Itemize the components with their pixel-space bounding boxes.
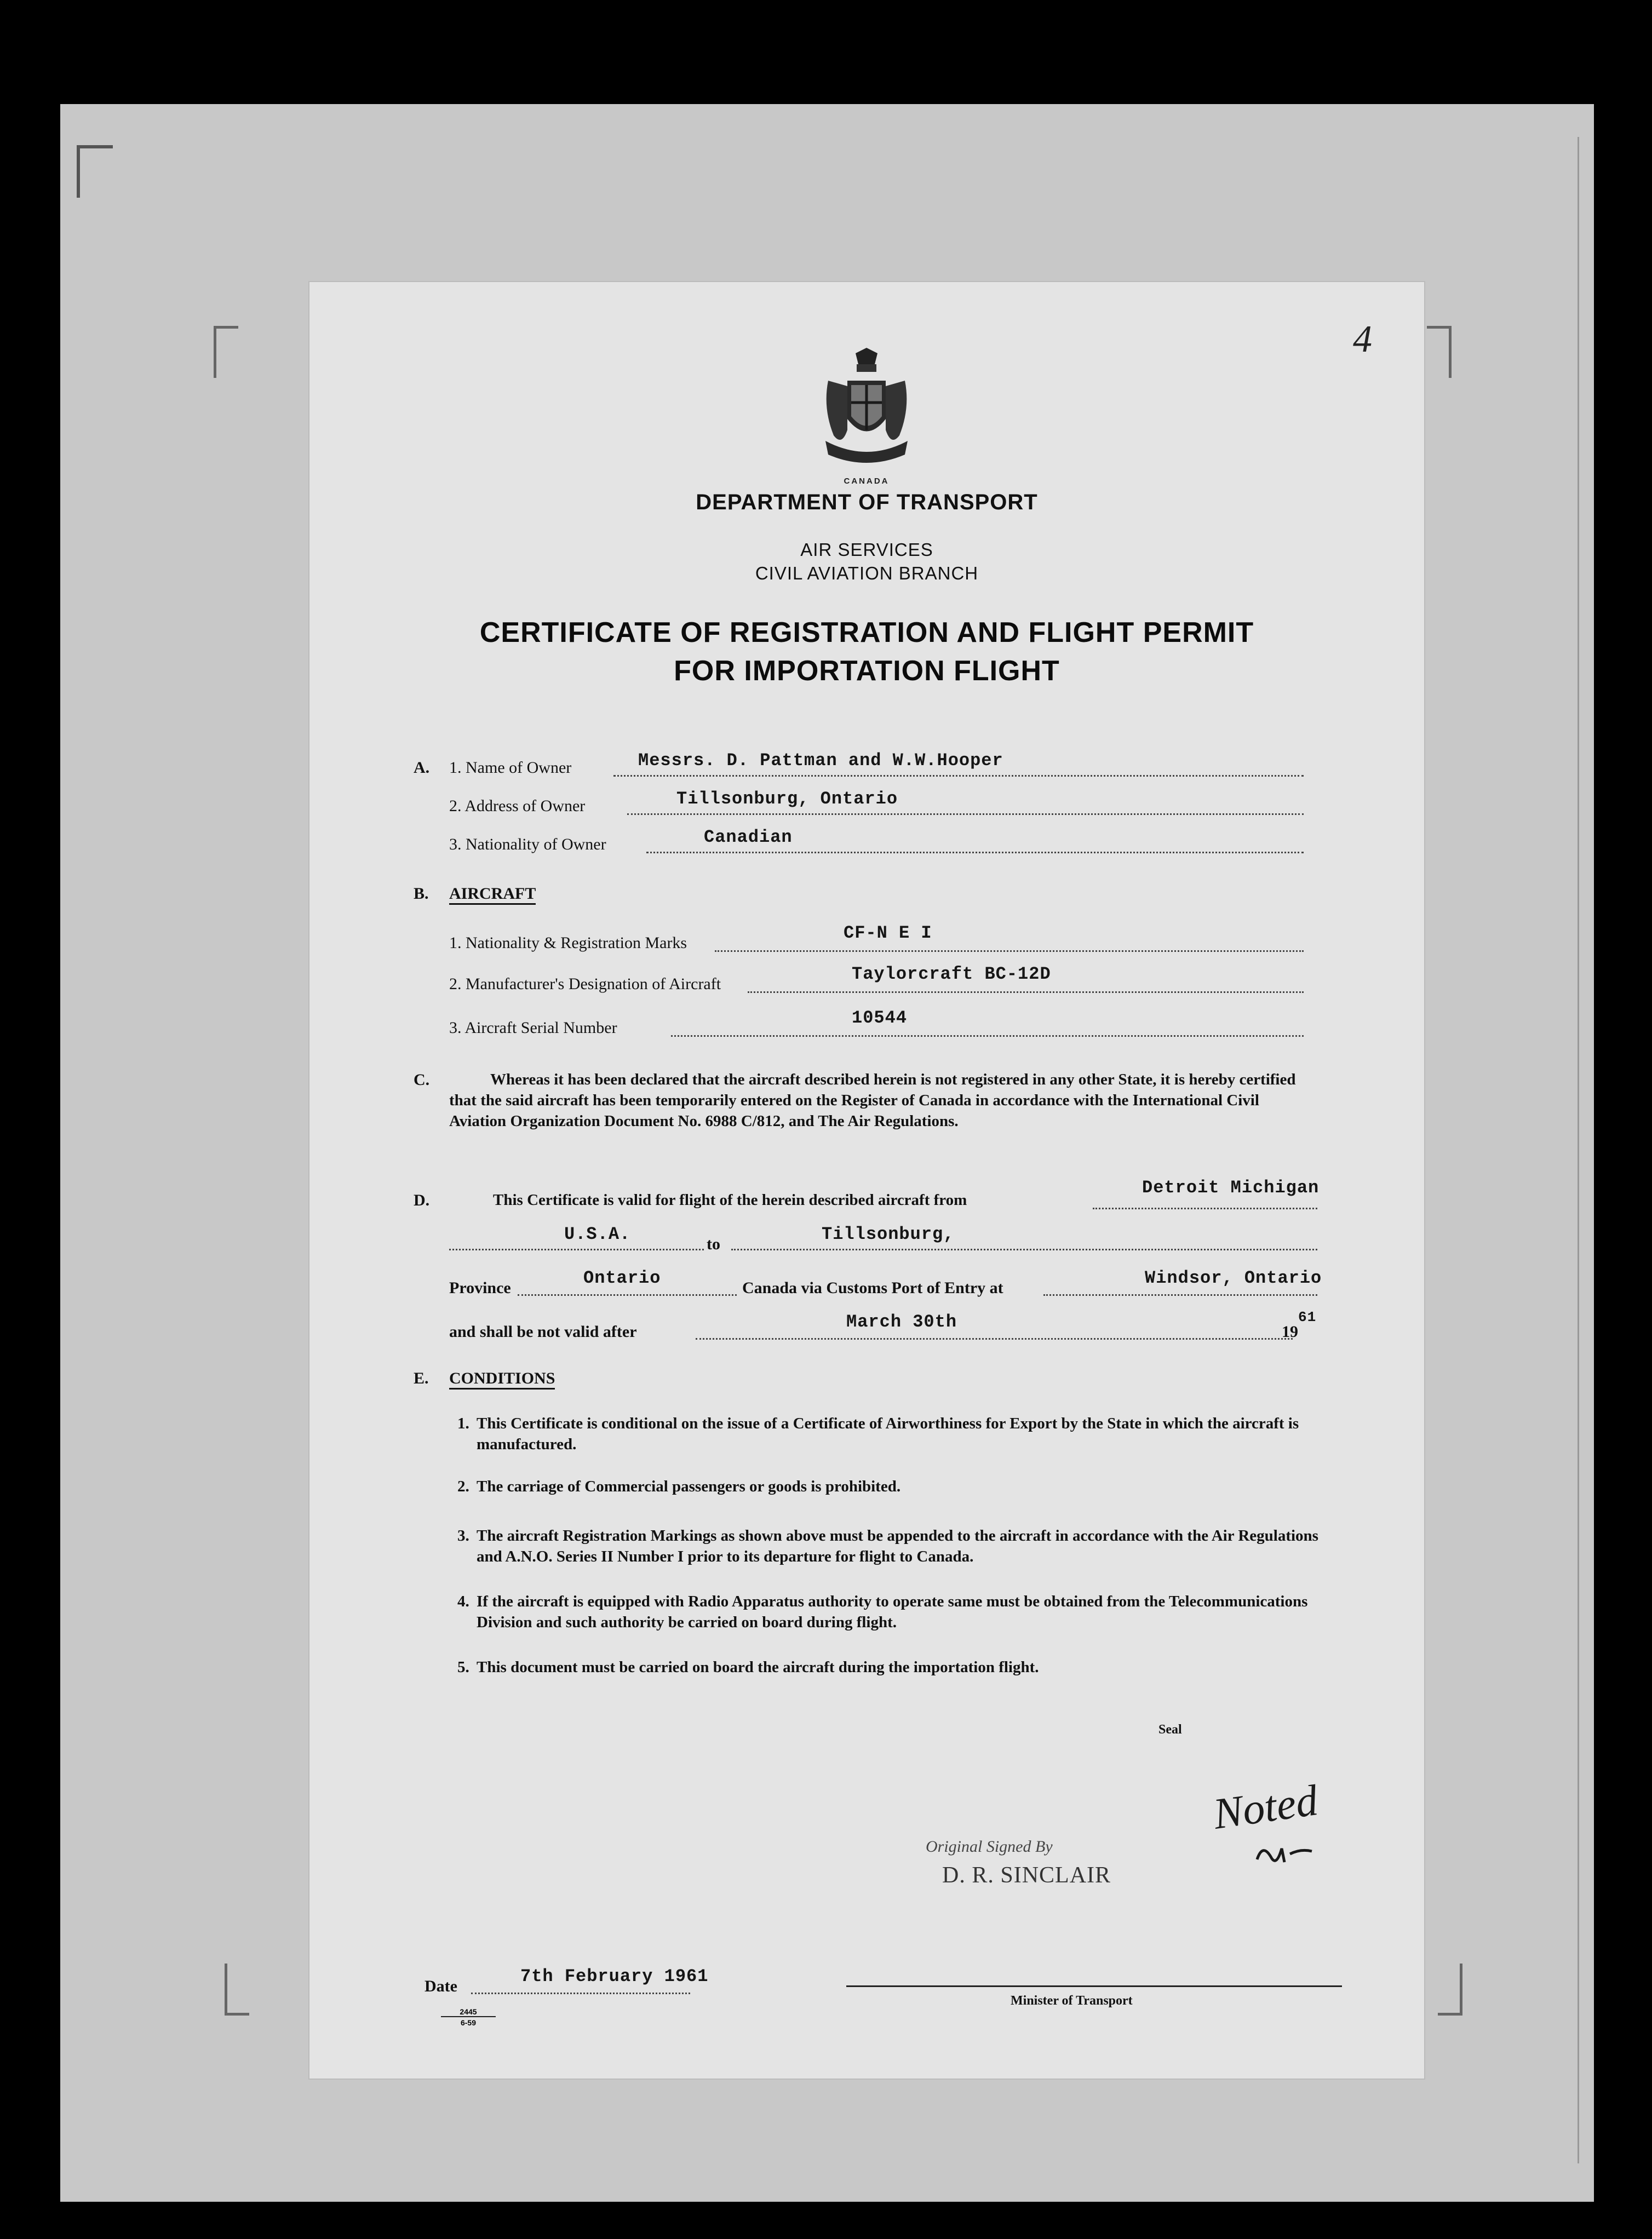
condition-number: 4. — [457, 1593, 469, 1610]
section-a-letter: A. — [414, 759, 430, 777]
condition-text: The carriage of Commercial passengers or goods is prohibited. — [477, 1478, 901, 1495]
crest-label: CANADA — [844, 476, 890, 486]
owner-name-value: Messrs. D. Pattman and W.W.Hooper — [638, 750, 1003, 771]
serial-number-label: 3. Aircraft Serial Number — [449, 1019, 617, 1037]
condition-text: The aircraft Registration Markings as shown above must be appended to the aircraft in accordance with the Air Regulations and A.N.O. Series II Number I prior to its departure for flight to Canada. — [477, 1527, 1318, 1565]
serial-number-value: 10544 — [852, 1008, 908, 1028]
date-line — [471, 1993, 690, 1994]
owner-address-line — [627, 813, 1304, 815]
date-value: 7th February 1961 — [520, 1966, 709, 1987]
port-label: Canada via Customs Port of Entry at — [742, 1279, 1003, 1297]
minister-label: Minister of Transport — [1011, 1994, 1133, 2008]
to-line — [731, 1249, 1317, 1250]
signature-line — [846, 1985, 1342, 1987]
department-title: DEPARTMENT OF TRANSPORT — [696, 490, 1038, 514]
expiry-value: March 30th — [846, 1312, 957, 1332]
condition-number: 2. — [457, 1478, 469, 1495]
form-number: 2445 — [441, 2007, 496, 2017]
handwritten-noted: Noted — [1210, 1776, 1321, 1839]
section-b-letter: B. — [414, 885, 429, 903]
validity-intro: This Certificate is valid for flight of the herein described aircraft from — [493, 1191, 967, 1209]
crop-mark-bottom-left — [225, 1964, 249, 2016]
film-corner-top-left — [77, 145, 113, 198]
condition-number: 3. — [457, 1527, 469, 1545]
expiry-label: and shall be not valid after — [449, 1323, 637, 1341]
aircraft-heading: AIRCRAFT — [449, 885, 536, 905]
owner-nationality-label: 3. Nationality of Owner — [449, 835, 606, 853]
from-line — [1093, 1208, 1317, 1209]
designation-line — [748, 991, 1304, 993]
registration-marks-line — [715, 950, 1304, 952]
to-label: to — [707, 1235, 720, 1253]
condition-number: 1. — [457, 1415, 469, 1432]
seal-label: Seal — [1158, 1723, 1182, 1737]
condition-text: This document must be carried on board the aircraft during the importation flight. — [477, 1658, 1039, 1676]
service-title: AIR SERVICES — [800, 539, 933, 560]
registration-marks-label: 1. Nationality & Registration Marks — [449, 934, 687, 952]
section-c-text: Whereas it has been declared that the aircraft described herein is not registered in any other State, it is hereby certified that the said aircraft has been temporarily entered on the Register of Canada in accordance with the International Civil Aviation Organization Document No. 6988 C/812, and The Air Regulations. — [449, 1071, 1296, 1130]
owner-name-label: 1. Name of Owner — [449, 759, 572, 777]
certificate-title-line2: FOR IMPORTATION FLIGHT — [674, 655, 1060, 687]
from-value: Detroit Michigan — [1142, 1178, 1320, 1198]
year-value: 61 — [1298, 1309, 1317, 1325]
handwritten-initials-icon — [1252, 1838, 1317, 1870]
film-edge-right — [1578, 137, 1579, 2163]
page-number: 4 — [1353, 318, 1372, 360]
province-line — [518, 1294, 737, 1296]
owner-nationality-line — [646, 852, 1304, 853]
owner-name-line — [613, 775, 1304, 777]
serial-number-line — [671, 1035, 1304, 1037]
province-value: Ontario — [583, 1268, 661, 1288]
designation-value: Taylorcraft BC-12D — [852, 964, 1051, 984]
owner-address-value: Tillsonburg, Ontario — [676, 789, 898, 809]
date-label: Date — [425, 1977, 457, 1995]
condition-text: If the aircraft is equipped with Radio Apparatus authority to operate same must be obtained from the Telecommunications Division and such authority be carried on board during flight. — [477, 1593, 1308, 1631]
condition-text: This Certificate is conditional on the issue of a Certificate of Airworthiness for Export by the State in which the aircraft is manufactured. — [477, 1415, 1299, 1453]
branch-title: CIVIL AVIATION BRANCH — [755, 563, 979, 583]
canada-coat-of-arms-icon — [817, 348, 916, 474]
certificate-title-line1: CERTIFICATE OF REGISTRATION AND FLIGHT PERMIT — [479, 617, 1254, 648]
section-c-letter: C. — [414, 1071, 430, 1089]
registration-marks-value: CF-N E I — [844, 923, 932, 943]
signatory-name: D. R. SINCLAIR — [942, 1863, 1111, 1888]
expiry-line — [696, 1338, 1293, 1340]
province-label: Province — [449, 1279, 511, 1297]
from-country-line — [449, 1249, 704, 1250]
year-prefix: 19 — [1282, 1323, 1298, 1341]
section-e-letter: E. — [414, 1369, 429, 1387]
port-value: Windsor, Ontario — [1145, 1268, 1322, 1288]
crop-mark-top-left — [214, 326, 238, 378]
owner-nationality-value: Canadian — [704, 827, 793, 847]
original-signed-by-label: Original Signed By — [926, 1838, 1053, 1856]
certificate-page — [309, 282, 1424, 2079]
conditions-heading: CONDITIONS — [449, 1369, 555, 1390]
crop-mark-bottom-right — [1438, 1964, 1462, 2016]
to-value: Tillsonburg, — [822, 1224, 955, 1244]
from-country-value: U.S.A. — [564, 1224, 631, 1244]
designation-label: 2. Manufacturer's Designation of Aircraft — [449, 975, 721, 993]
crop-mark-top-right — [1427, 326, 1452, 378]
owner-address-label: 2. Address of Owner — [449, 797, 586, 815]
port-line — [1043, 1294, 1317, 1296]
condition-number: 5. — [457, 1658, 469, 1676]
section-d-letter: D. — [414, 1191, 430, 1209]
form-date: 6-59 — [460, 2018, 477, 2027]
